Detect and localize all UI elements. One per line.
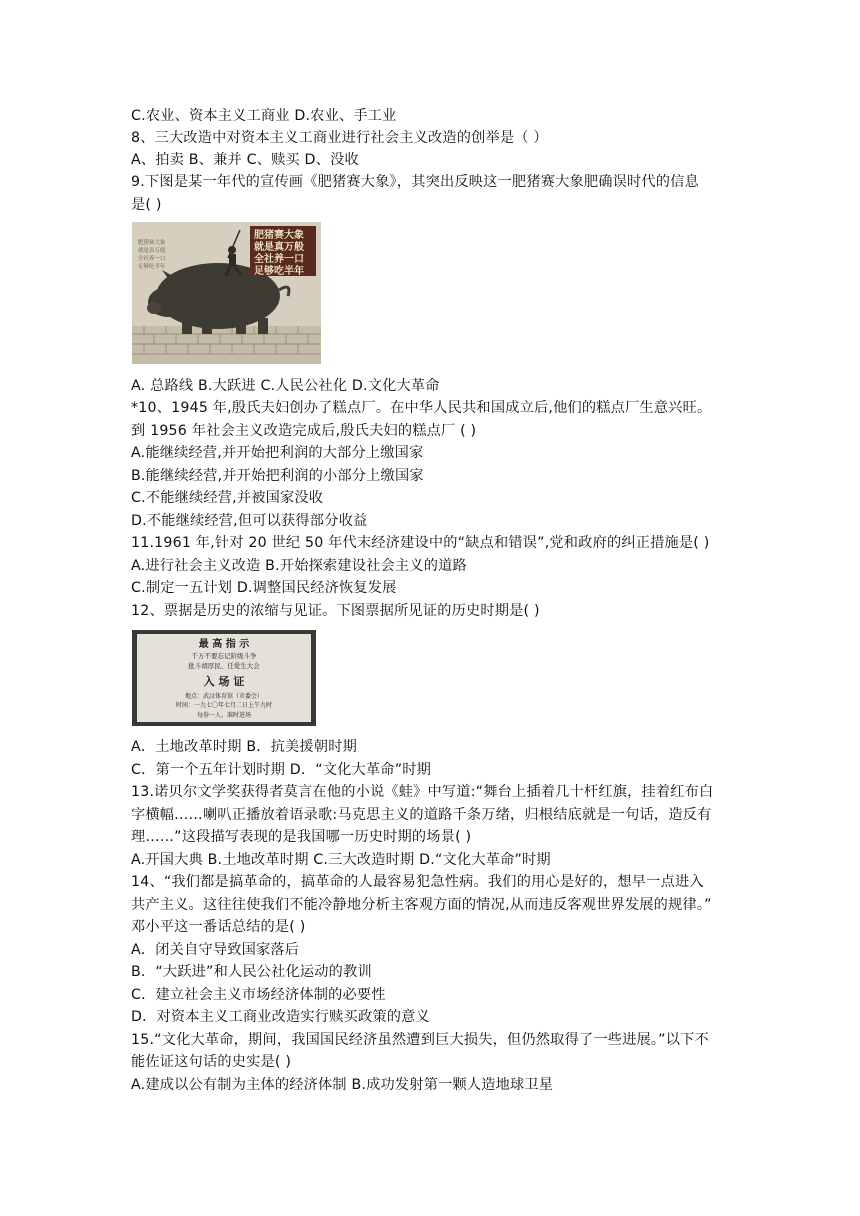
pig-poster-image (132, 222, 321, 364)
ticket-header: 最 高 指 示 (198, 639, 250, 650)
options-q9: A. 总路线 B.大跃进 C.人民公社化 D.文化大革命 (131, 378, 440, 394)
question-8: 8、三大改造中对资本主义工商业进行社会主义改造的创举是（ ） (131, 130, 548, 146)
poster-slogan-3: 全社养一口 (254, 254, 304, 265)
option-14a: A．闭关自守导致国家落后 (131, 942, 300, 958)
options-q11-line-2: C.制定一五计划 D.调整国民经济恢复发展 (131, 580, 397, 596)
options-q12-line-1: A．土地改革时期 B．抗美援朝时期 (131, 739, 357, 755)
pig-poster-drawing (132, 222, 321, 364)
options-q12-line-2: C．第一个五年计划时期 D．“文化大革命”时期 (131, 762, 432, 778)
ticket-time: 时间：一九七〇年七月二日上午九时 (175, 702, 273, 709)
ticket-quote-2: 批斗胡厚民、任爱生大会 (188, 662, 260, 670)
question-15-line-2: 能佐证这句话的史实是( ) (131, 1054, 292, 1070)
question-14-line-2: 共产主义。这往往使我们不能冷静地分析主客观方面的情况,从而违反客观世界发展的规律。” (131, 897, 712, 913)
poster-slogan-4: 足够吃半年 (254, 266, 304, 277)
poster-caption-1: 肥猪赛大象 (138, 240, 166, 246)
question-11: 11.1961 年,针对 20 世纪 50 年代末经济建设中的“缺点和错误”,党和政府的纠正措施是( ) (131, 535, 710, 551)
options-q13: A.开国大典 B.土地改革时期 C.三大改造时期 D.“文化大革命”时期 (131, 852, 551, 868)
poster-caption-2: 就是真万般 (138, 248, 166, 254)
ticket-quote-1: 千万不要忘记阶级斗争 (191, 652, 257, 660)
question-13-line-1: 13.诺贝尔文学奖获得者莫言在他的小说《蛙》中写道:“舞台上插着几十杆红旗，挂着红布白 (131, 784, 714, 800)
options-q15-line-1: A.建成以公有制为主体的经济体制 B.成功发射第一颗人造地球卫星 (131, 1077, 554, 1093)
question-13-line-2: 字横幅……喇叭正播放着语录歌:马克思主义的道路千条万绪，归根结底就是一句话，造反有 (131, 807, 712, 823)
option-14b: B．“大跃进”和人民公社化运动的教训 (131, 964, 372, 980)
admission-ticket-image (132, 630, 316, 726)
question-10-line-2: 到 1956 年社会主义改造完成后,殷氏夫妇的糕点厂 ( ) (131, 423, 477, 439)
question-9-line-2: 是( ) (131, 197, 162, 213)
option-10b: B.能继续经营,并开始把利润的小部分上缴国家 (131, 468, 424, 484)
option-10a: A.能继续经营,并开始把利润的大部分上缴国家 (131, 445, 424, 461)
options-q11-line-1: A.进行社会主义改造 B.开始探索建设社会主义的道路 (131, 558, 467, 574)
option-14d: D．对资本主义工商业改造实行赎买政策的意义 (131, 1009, 430, 1025)
ticket-note: 每券一人，准时进场 (196, 712, 252, 719)
question-15-line-1: 15.“文化大革命，期间，我国国民经济虽然遭到巨大损失，但仍然取得了一些进展。”以下不 (131, 1032, 709, 1048)
option-10c: C.不能继续经营,并被国家没收 (131, 490, 324, 506)
question-13-line-3: 理……”这段描写表现的是我国哪一历史时期的场景( ) (131, 829, 472, 845)
option-14c: C．建立社会主义市场经济体制的必要性 (131, 987, 386, 1003)
option-line-q7: C.农业、资本主义工商业 D.农业、手工业 (131, 108, 397, 124)
options-q8: A、拍卖 B、兼并 C、赎买 D、没收 (131, 152, 359, 168)
question-9-line-1: 9.下图是某一年代的宣传画《肥猪赛大象》，其突出反映这一肥猪赛大象肥确误时代的信息 (131, 174, 699, 190)
option-10d: D.不能继续经营,但可以获得部分收益 (131, 513, 368, 529)
poster-slogan-2: 就是真万般 (254, 242, 304, 253)
question-14-line-3: 邓小平这一番话总结的是( ) (131, 919, 306, 935)
question-10-line-1: *10、1945 年,殷氏夫妇创办了糕点厂。在中华人民共和国成立后,他们的糕点厂生意兴旺。 (131, 400, 712, 416)
question-12: 12、票据是历史的浓缩与见证。下图票据所见证的历史时期是( ) (131, 603, 540, 619)
poster-caption-4: 足够吃半年 (138, 264, 166, 270)
ticket-location: 地点：武汉体育馆（市委会） (184, 693, 264, 700)
poster-caption-3: 全社养一口 (138, 256, 166, 262)
poster-slogan-1: 肥猪赛大象 (254, 230, 304, 241)
question-14-line-1: 14、“我们都是搞革命的，搞革命的人最容易犯急性病。我们的用心是好的，想早一点进入 (131, 874, 704, 890)
ticket-title: 入 场 证 (203, 675, 245, 688)
ticket-drawing (132, 630, 316, 726)
